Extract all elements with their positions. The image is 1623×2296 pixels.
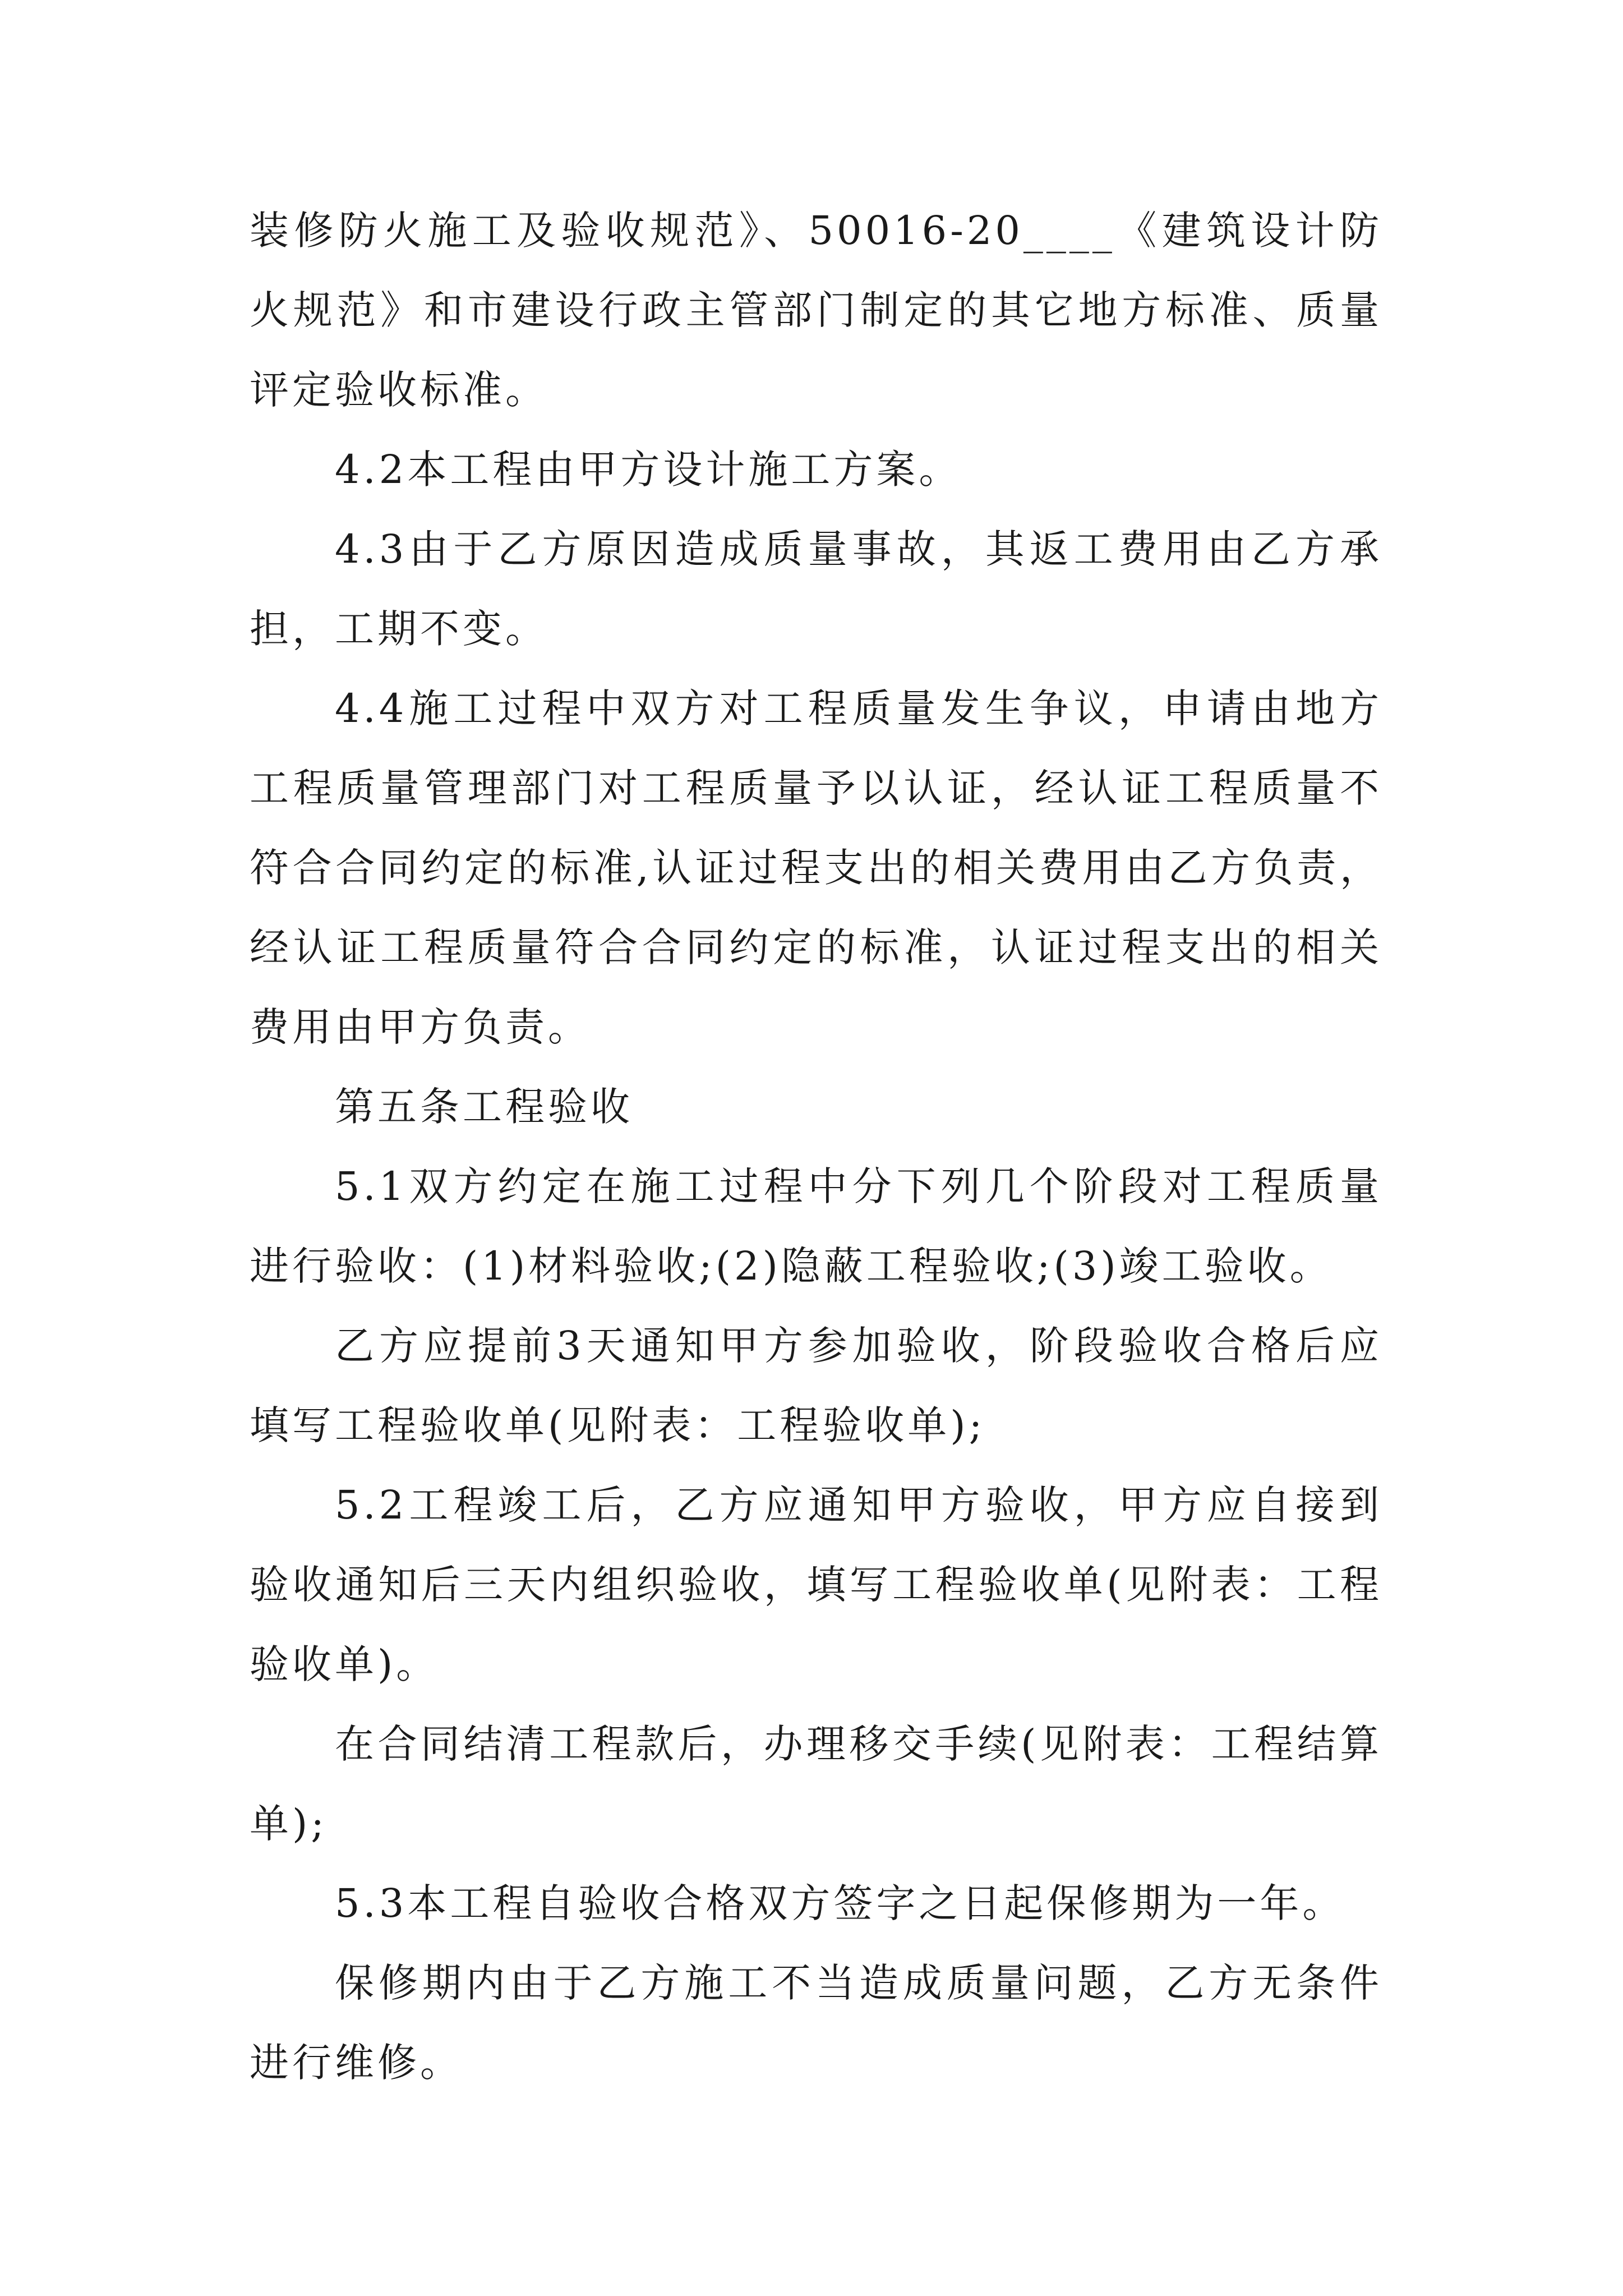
section-heading-article-5: 第五条工程验收 [335, 1084, 633, 1130]
paragraph-5-3: 5.3本工程自验收合格双方签字之日起保修期为一年。 [335, 1880, 1345, 1926]
paragraph-acceptance-notice: 乙方应提前3天通知甲方参加验收，阶段验收合格后应填写工程验收单(见附表：工程验收单); [250, 1323, 1382, 1448]
paragraph-standards: 装修防火施工及验收规范》、50016-20____《建筑设计防火规范》和市建设行政主管部门制定的其它地方标准、质量评定验收标准。 [250, 208, 1382, 413]
paragraph-handover: 在合同结清工程款后，办理移交手续(见附表：工程结算单); [250, 1721, 1382, 1847]
paragraph-4-3: 4.3由于乙方原因造成质量事故，其返工费用由乙方承担，工期不变。 [250, 526, 1382, 652]
paragraph-4-4: 4.4施工过程中双方对工程质量发生争议，申请由地方工程质量管理部门对工程质量予以认证，经认证工程质量不符合合同约定的标准,认证过程支出的相关费用由乙方负责，经认证工程质量符合合同约定的标准，认证过程支出的相关费用由甲方负责。 [250, 685, 1382, 1050]
paragraph-warranty-repair: 保修期内由于乙方施工不当造成质量问题，乙方无条件进行维修。 [250, 1960, 1382, 2086]
document-body [250, 191, 1382, 2102]
paragraph-4-2: 4.2本工程由甲方设计施工方案。 [335, 447, 962, 493]
paragraph-5-1: 5.1双方约定在施工过程中分下列几个阶段对工程质量进行验收：(1)材料验收;(2)隐蔽工程验收;(3)竣工验收。 [250, 1163, 1382, 1289]
paragraph-5-2: 5.2工程竣工后，乙方应通知甲方验收，甲方应自接到验收通知后三天内组织验收，填写工程验收单(见附表：工程验收单)。 [250, 1482, 1382, 1687]
